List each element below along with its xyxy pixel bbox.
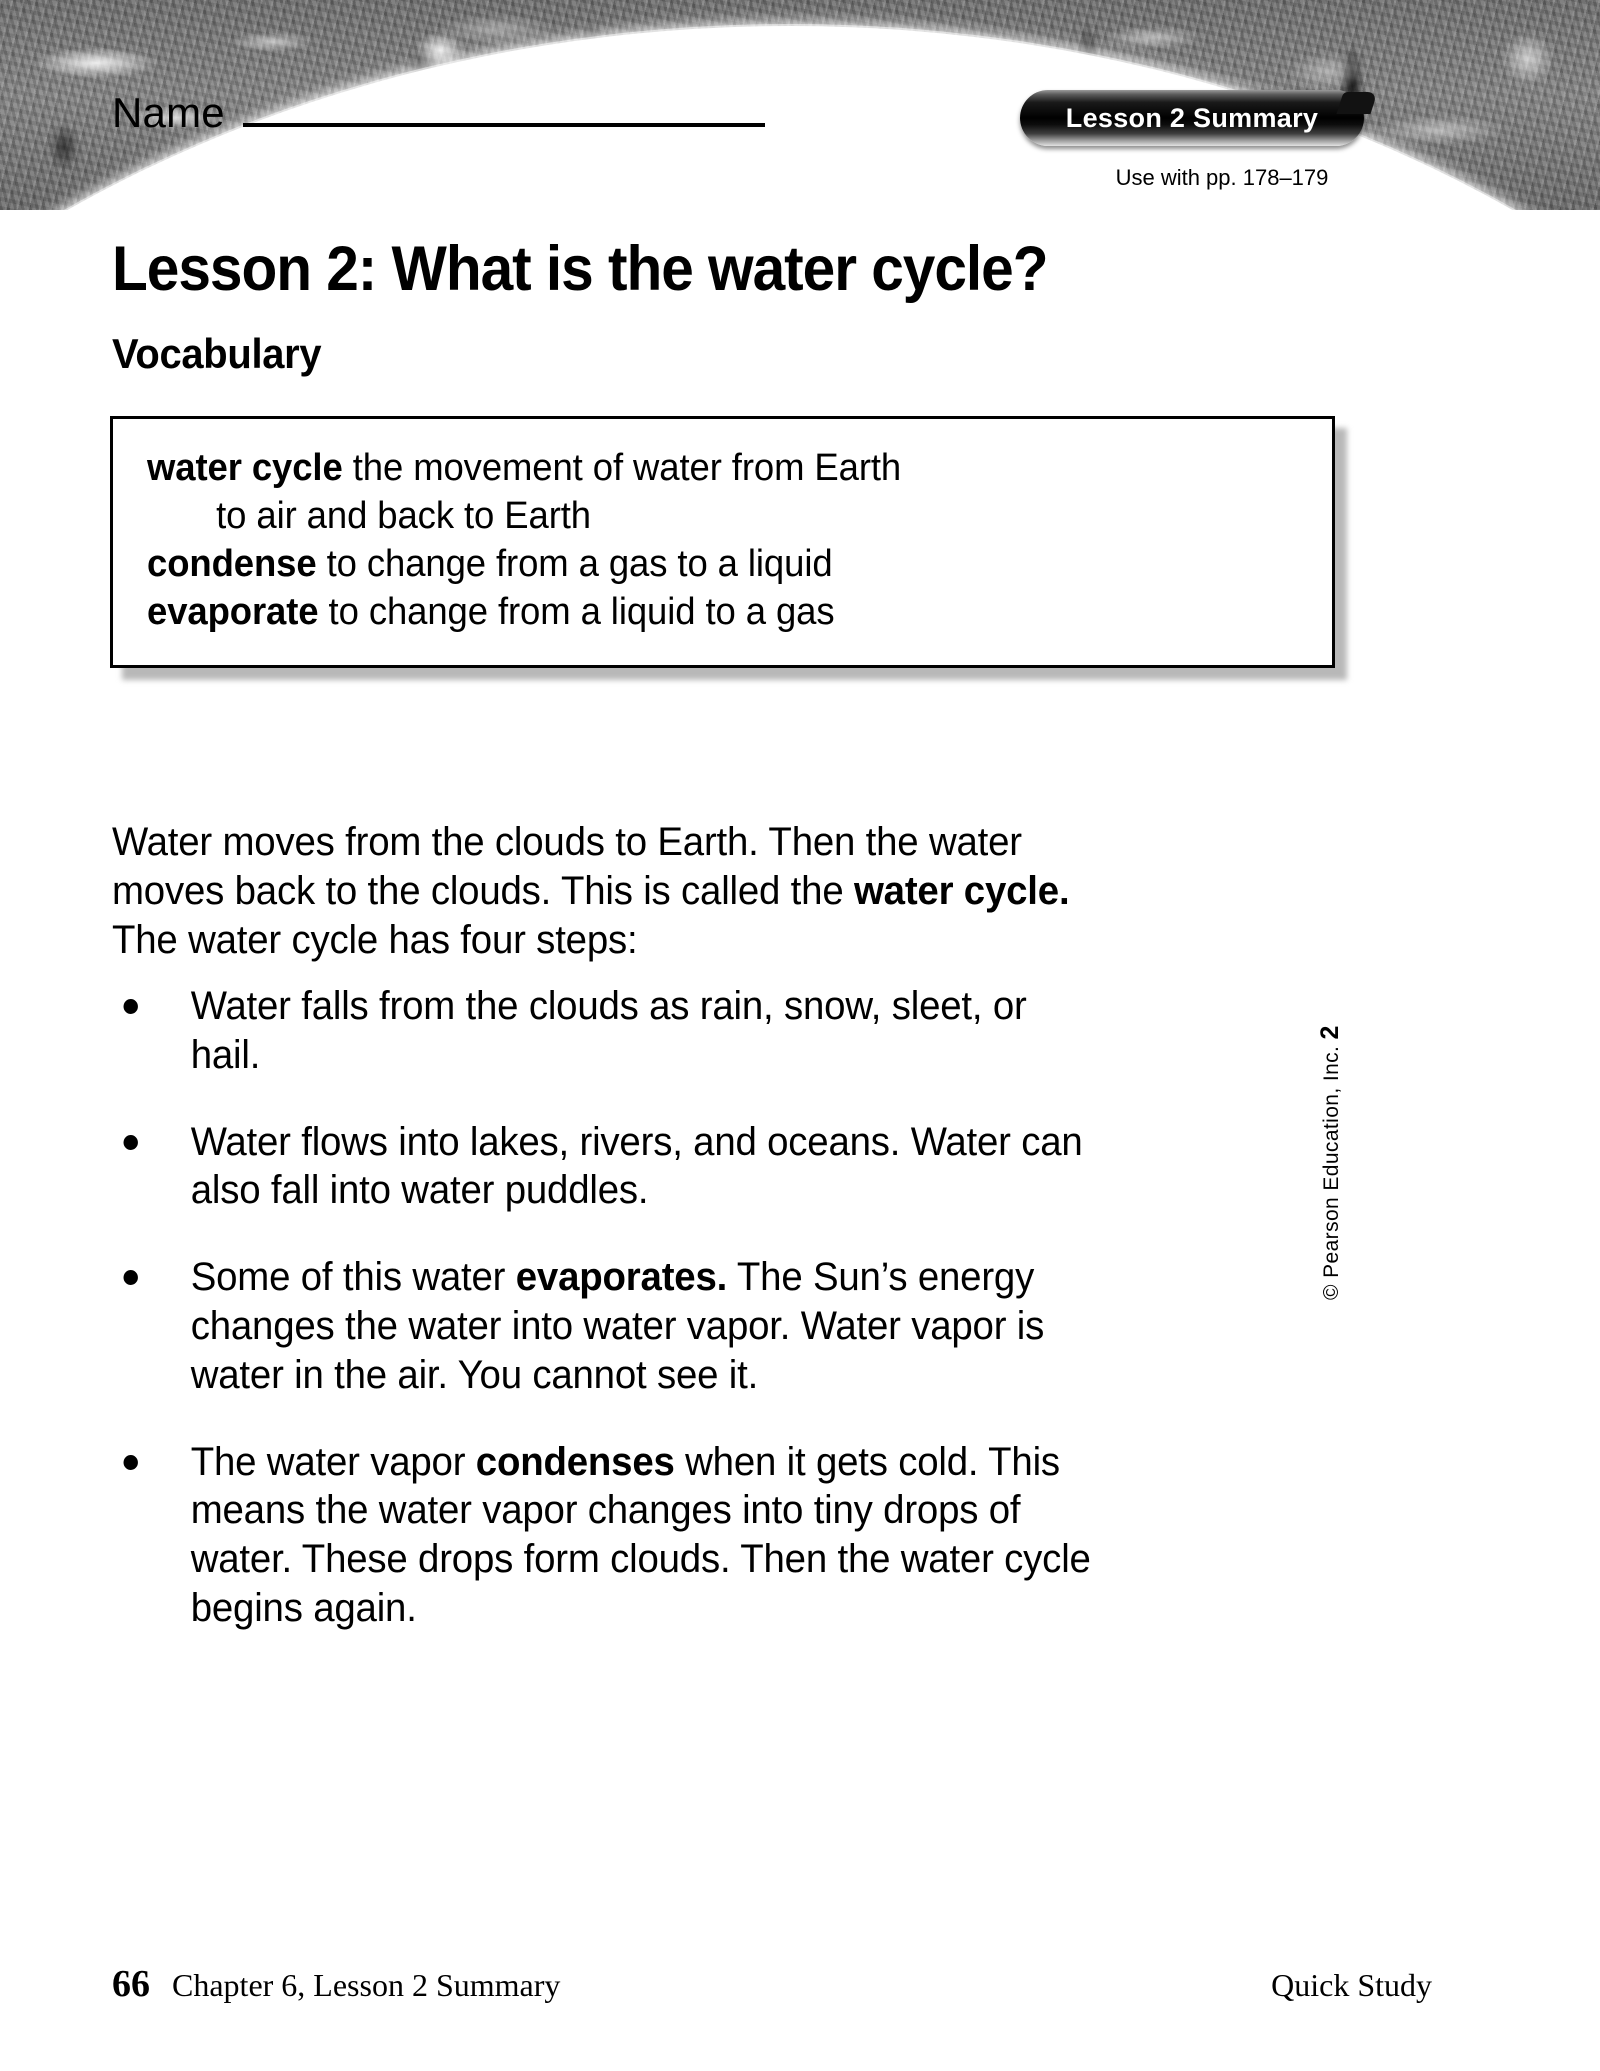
- page-footer: [112, 1962, 1472, 2006]
- bullet-text-part2: when it gets cold. This means the water vapor changes into tiny drops of water. These drops form clouds. Then the water cycle begins again.: [190, 1439, 1091, 1630]
- bullet-dot-icon: [124, 1270, 138, 1285]
- list-item: [112, 1118, 1101, 1216]
- footer-left-group: [112, 1962, 560, 2006]
- use-with-pages-note: Use with pp. 178–179: [1115, 165, 1329, 190]
- steps-bullet-list: [112, 982, 1142, 1633]
- bullet-dot-icon: [124, 1455, 138, 1470]
- copyright-text: © Pearson Education, Inc.: [1320, 1045, 1343, 1300]
- list-item: [112, 1438, 1101, 1633]
- name-write-in-line[interactable]: [243, 123, 765, 127]
- bullet-bold-term: evaporates.: [515, 1255, 728, 1300]
- copyright-notice: [1316, 920, 1345, 1300]
- bullet-text-part2: The Sun’s energy changes the water into water vapor. Water vapor is water in the air. You cannot see it.: [190, 1255, 1045, 1397]
- bullet-dot-icon: [124, 1135, 138, 1150]
- vocabulary-term: evaporate: [147, 590, 319, 633]
- list-item: [112, 982, 1101, 1080]
- name-label: Name: [112, 89, 225, 136]
- bullet-dot-icon: [124, 999, 138, 1014]
- lesson-summary-badge: [1020, 90, 1364, 146]
- copyright-grade-level: 2: [1316, 1025, 1344, 1040]
- intro-text-part2: The water cycle has four steps:: [112, 917, 638, 962]
- page-number: 66: [112, 1963, 150, 2005]
- intro-text-part1: Water moves from the clouds to Earth. Then the water moves back to the clouds. This is called the: [112, 820, 1022, 913]
- vocabulary-definition: the movement of water from Earth: [352, 447, 902, 489]
- name-row: [112, 89, 765, 136]
- footer-chapter-label: Chapter 6, Lesson 2 Summary: [172, 1967, 561, 2003]
- bullet-text-part1: Some of this water: [190, 1255, 516, 1300]
- bullet-text-part1: The water vapor: [190, 1439, 476, 1484]
- intro-term-water-cycle: water cycle.: [853, 868, 1070, 913]
- bullet-bold-term: condenses: [475, 1439, 675, 1484]
- vocabulary-entry: [147, 589, 1252, 637]
- bullet-text-part1: Water falls from the clouds as rain, snow, sleet, or hail.: [190, 984, 1027, 1077]
- intro-paragraph: [112, 818, 1082, 964]
- vocabulary-box-wrapper: [110, 416, 1335, 668]
- vocabulary-term: water cycle: [147, 447, 343, 489]
- vocabulary-entry: [147, 445, 1252, 493]
- vocabulary-entry: [147, 541, 1252, 589]
- vocabulary-heading: Vocabulary: [112, 329, 322, 377]
- vocabulary-term: condense: [147, 542, 317, 585]
- bullet-text-part1: Water flows into lakes, rivers, and oceans. Water can also fall into water puddles.: [190, 1119, 1083, 1213]
- page-title: Lesson 2: What is the water cycle?: [112, 234, 1048, 305]
- vocabulary-definition: to change from a liquid to a gas: [328, 590, 835, 633]
- list-item: [112, 1253, 1101, 1399]
- vocabulary-box: [110, 416, 1335, 668]
- vocabulary-definition-continued: to air and back to Earth: [216, 494, 591, 537]
- vocabulary-definition: to change from a gas to a liquid: [326, 542, 833, 585]
- footer-series-label: Quick Study: [1271, 1967, 1432, 2003]
- lesson-summary-badge-label: Lesson 2 Summary: [1065, 102, 1319, 133]
